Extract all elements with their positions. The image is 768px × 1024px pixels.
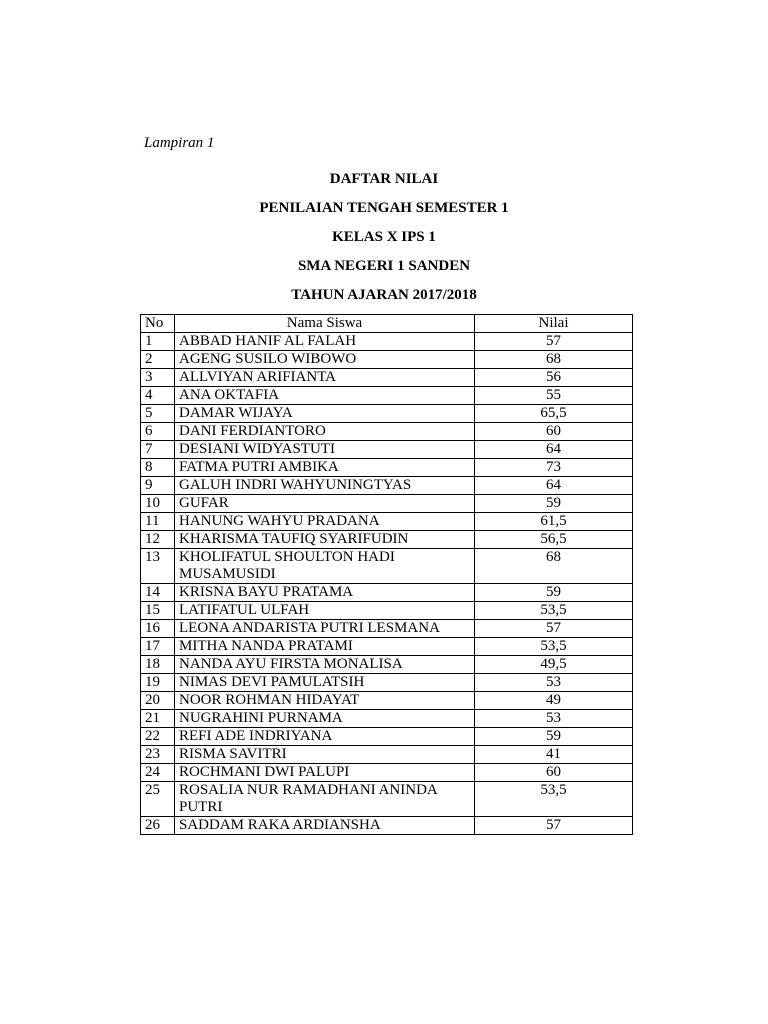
student-name-cell: HANUNG WAHYU PRADANA xyxy=(175,513,475,531)
school-title: SMA NEGERI 1 SANDEN xyxy=(297,258,471,274)
student-name-cell: SADDAM RAKA ARDIANSHA xyxy=(175,817,475,835)
row-number-cell: 16 xyxy=(141,620,175,638)
table-row xyxy=(141,764,633,782)
row-number-cell: 25 xyxy=(141,782,175,817)
table-row xyxy=(141,423,633,441)
table-row xyxy=(141,620,633,638)
grade-value-cell: 68 xyxy=(475,549,633,584)
table-row xyxy=(141,333,633,351)
row-number-cell: 20 xyxy=(141,692,175,710)
row-number-cell: 5 xyxy=(141,405,175,423)
row-number-cell: 3 xyxy=(141,369,175,387)
row-number-cell: 2 xyxy=(141,351,175,369)
table-row xyxy=(141,782,633,817)
grade-value-cell: 56,5 xyxy=(475,531,633,549)
row-number-cell: 14 xyxy=(141,584,175,602)
student-name-cell: GALUH INDRI WAHYUNINGTYAS xyxy=(175,477,475,495)
table-row xyxy=(141,817,633,835)
grade-value-cell: 57 xyxy=(475,620,633,638)
row-number-cell: 12 xyxy=(141,531,175,549)
grades-table xyxy=(140,314,633,835)
table-row xyxy=(141,656,633,674)
grade-value-cell: 53,5 xyxy=(475,782,633,817)
table-row xyxy=(141,584,633,602)
grade-value-cell: 53,5 xyxy=(475,638,633,656)
student-name-cell: MITHA NANDA PRATAMI xyxy=(175,638,475,656)
table-row xyxy=(141,459,633,477)
table-row xyxy=(141,405,633,423)
student-name-cell: NOOR ROHMAN HIDAYAT xyxy=(175,692,475,710)
grade-value-cell: 59 xyxy=(475,495,633,513)
table-row xyxy=(141,674,633,692)
row-number-cell: 22 xyxy=(141,728,175,746)
grade-value-cell: 68 xyxy=(475,351,633,369)
student-name-cell: LATIFATUL ULFAH xyxy=(175,602,475,620)
table-row xyxy=(141,441,633,459)
academic-year-title: TAHUN AJARAN 2017/2018 xyxy=(291,287,477,303)
table-row xyxy=(141,602,633,620)
assessment-title: PENILAIAN TENGAH SEMESTER 1 xyxy=(259,200,509,216)
student-name-cell: KRISNA BAYU PRATAMA xyxy=(175,584,475,602)
row-number-cell: 4 xyxy=(141,387,175,405)
student-name-cell: FATMA PUTRI AMBIKA xyxy=(175,459,475,477)
grade-value-cell: 61,5 xyxy=(475,513,633,531)
student-name-cell: ROSALIA NUR RAMADHANI ANINDA PUTRI xyxy=(175,782,475,817)
student-name-cell: DAMAR WIJAYA xyxy=(175,405,475,423)
table-row xyxy=(141,728,633,746)
row-number-cell: 1 xyxy=(141,333,175,351)
attachment-label: Lampiran 1 xyxy=(144,135,215,151)
row-number-cell: 9 xyxy=(141,477,175,495)
row-number-cell: 11 xyxy=(141,513,175,531)
grade-value-cell: 59 xyxy=(475,584,633,602)
row-number-cell: 7 xyxy=(141,441,175,459)
grade-value-cell: 57 xyxy=(475,817,633,835)
student-name-cell: NANDA AYU FIRSTA MONALISA xyxy=(175,656,475,674)
row-number-cell: 19 xyxy=(141,674,175,692)
row-number-cell: 26 xyxy=(141,817,175,835)
document-title: DAFTAR NILAI xyxy=(329,171,439,187)
student-name-cell: ABBAD HANIF AL FALAH xyxy=(175,333,475,351)
row-number-cell: 23 xyxy=(141,746,175,764)
grade-value-cell: 49,5 xyxy=(475,656,633,674)
table-row xyxy=(141,638,633,656)
grade-value-cell: 53 xyxy=(475,674,633,692)
student-name-cell: KHOLIFATUL SHOULTON HADI MUSAMUSIDI xyxy=(175,549,475,584)
table-row xyxy=(141,692,633,710)
table-row xyxy=(141,710,633,728)
grade-value-cell: 53 xyxy=(475,710,633,728)
grade-value-cell: 56 xyxy=(475,369,633,387)
table-row xyxy=(141,531,633,549)
grade-value-cell: 64 xyxy=(475,477,633,495)
table-row xyxy=(141,549,633,584)
class-title: KELAS X IPS 1 xyxy=(332,229,436,245)
grade-value-cell: 49 xyxy=(475,692,633,710)
row-number-cell: 18 xyxy=(141,656,175,674)
student-name-cell: RISMA SAVITRI xyxy=(175,746,475,764)
table-row xyxy=(141,351,633,369)
student-name-cell: DANI FERDIANTORO xyxy=(175,423,475,441)
table-row xyxy=(141,477,633,495)
table-row xyxy=(141,746,633,764)
row-number-cell: 15 xyxy=(141,602,175,620)
student-name-cell: ANA OKTAFIA xyxy=(175,387,475,405)
grade-value-cell: 55 xyxy=(475,387,633,405)
grade-value-cell: 59 xyxy=(475,728,633,746)
row-number-cell: 13 xyxy=(141,549,175,584)
row-number-cell: 24 xyxy=(141,764,175,782)
grade-value-cell: 65,5 xyxy=(475,405,633,423)
row-number-cell: 17 xyxy=(141,638,175,656)
table-header-row xyxy=(141,315,633,333)
student-name-cell: DESIANI WIDYASTUTI xyxy=(175,441,475,459)
column-header-name: Nama Siswa xyxy=(175,315,475,333)
table-row xyxy=(141,495,633,513)
student-name-cell: KHARISMA TAUFIQ SYARIFUDIN xyxy=(175,531,475,549)
grade-value-cell: 41 xyxy=(475,746,633,764)
row-number-cell: 10 xyxy=(141,495,175,513)
grade-value-cell: 60 xyxy=(475,423,633,441)
grade-value-cell: 60 xyxy=(475,764,633,782)
column-header-value: Nilai xyxy=(475,315,633,333)
table-body xyxy=(141,333,633,835)
column-header-no: No xyxy=(141,315,175,333)
grade-value-cell: 73 xyxy=(475,459,633,477)
grade-value-cell: 57 xyxy=(475,333,633,351)
student-name-cell: ROCHMANI DWI PALUPI xyxy=(175,764,475,782)
table-row xyxy=(141,513,633,531)
grade-value-cell: 64 xyxy=(475,441,633,459)
row-number-cell: 6 xyxy=(141,423,175,441)
student-name-cell: REFI ADE INDRIYANA xyxy=(175,728,475,746)
row-number-cell: 8 xyxy=(141,459,175,477)
row-number-cell: 21 xyxy=(141,710,175,728)
student-name-cell: GUFAR xyxy=(175,495,475,513)
student-name-cell: ALLVIYAN ARIFIANTA xyxy=(175,369,475,387)
student-name-cell: NIMAS DEVI PAMULATSIH xyxy=(175,674,475,692)
student-name-cell: LEONA ANDARISTA PUTRI LESMANA xyxy=(175,620,475,638)
student-name-cell: AGENG SUSILO WIBOWO xyxy=(175,351,475,369)
table-row xyxy=(141,369,633,387)
grade-value-cell: 53,5 xyxy=(475,602,633,620)
table-row xyxy=(141,387,633,405)
student-name-cell: NUGRAHINI PURNAMA xyxy=(175,710,475,728)
